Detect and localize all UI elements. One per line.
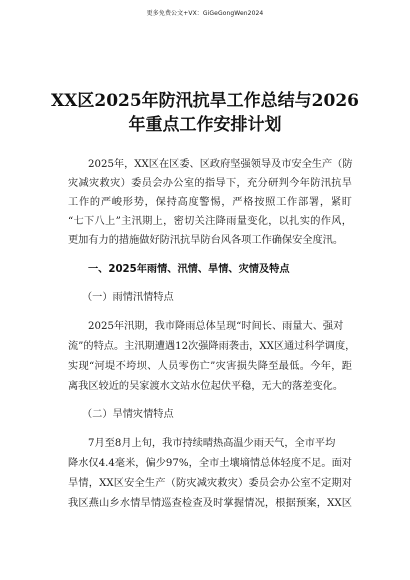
- subsection-heading: （二）旱情灾情特点: [82, 409, 174, 420]
- section-heading: 一、2025年雨情、汛情、旱情、灾情及特点: [88, 264, 290, 275]
- paragraph-line: 我区燕山乡水情旱情巡查检查及时掌握情况，根据预案，XX区: [68, 498, 352, 509]
- paragraph-line: 7月至8月上旬，我市持续晴热高温少雨天气，全市平均: [88, 438, 336, 449]
- paragraph-line: 旱情，XX区安全生产（防灾减灾救灾）委员会办公室不定期对: [68, 478, 352, 489]
- intro-line: 灾减灾救灾）委员会办公室的指导下，充分研判今年防汛抗旱: [68, 178, 352, 189]
- intro-line: 更加有力的措施做好防汛抗旱防台风各项工作确保安全度汛。: [68, 235, 344, 246]
- subsection-heading: （一）雨情汛情特点: [82, 292, 174, 303]
- intro-line: 工作的严峻形势，保持高度警惕，严格按照工作部署，紧盯: [68, 197, 352, 208]
- document-title-line-2: 年重点工作安排计划: [128, 115, 282, 135]
- paragraph-line: 离我区较近的吴家渡水文站水位起伏平稳，无大的落差变化。: [68, 381, 344, 392]
- document-title-line-1: XX区2025年防汛抗旱工作总结与2026: [50, 91, 359, 111]
- intro-line: “七下八上”主汛期上，密切关注降雨量变化，以扎实的作风，: [68, 216, 352, 227]
- paragraph-line: 2025年汛期，我市降雨总体呈现“时间长、雨量大、强对: [88, 321, 344, 332]
- header-note: 更多免费公文+VX：GiGeGongWen2024: [146, 10, 264, 17]
- paragraph-line: 流”的特点。主汛期遭遇12次强降雨袭击，XX区通过科学调度，: [68, 341, 356, 352]
- paragraph-line: 降水仅4.4毫米，偏少97%，全市土壤墒情总体轻度不足。面对: [68, 458, 352, 469]
- paragraph-line: 实现“河堤不垮坝、人员零伤亡”灾害损失降至最低。今年，距: [68, 361, 352, 372]
- intro-line: 2025年，XX区在区委、区政府坚强领导及市安全生产（防: [88, 159, 353, 170]
